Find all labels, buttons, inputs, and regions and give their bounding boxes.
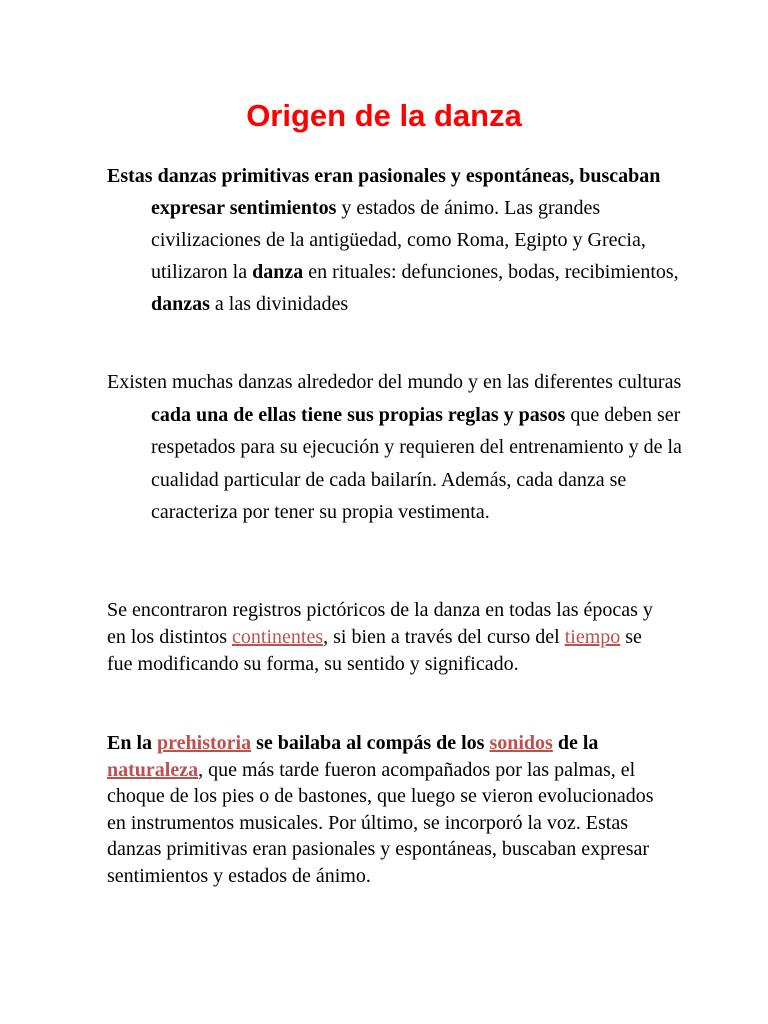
bold-text: danza [252, 261, 304, 283]
link-naturaleza[interactable]: naturaleza [107, 758, 199, 781]
link-prehistoria[interactable]: prehistoria [157, 732, 252, 754]
body-text: en rituales: defunciones, bodas, recibimientos, [303, 261, 679, 283]
paragraph-4 [107, 730, 667, 889]
link-sonidos[interactable]: sonidos [489, 732, 553, 754]
link-continentes[interactable]: continentes [232, 626, 324, 648]
body-text: que deben ser respetados para su ejecución y requieren del entrenamiento y de la cualidad particular de cada bailarín. Además, cada danza se caracteriza por tener su propia vestimenta. [151, 403, 682, 523]
body-text: y estados de ánimo. Las grandes civilizaciones de la antigüedad, como Roma, Egipto y Grecia, utilizaron la [151, 197, 646, 283]
body-text: , si bien a través del curso del [323, 626, 565, 648]
bold-text: se bailaba al compás de los [251, 732, 490, 754]
page-title: Origen de la danza [246, 98, 522, 133]
body-text: Existen muchas danzas alrededor del mundo y en las diferentes culturas [107, 371, 682, 393]
bold-text: cada una de ellas tiene sus propias reglas y pasos [151, 403, 566, 426]
body-text: , que más tarde fueron acompañados por las palmas, el choque de los pies o de bastones, que luego se vieron evolucionados en instrumentos musicales. Por último, se incorporó la voz. Estas danzas primitivas eran pasionales y espontáneas, buscaban expresar sentimientos y estados de ánimo. [107, 758, 654, 887]
body-text: a las divinidades [209, 293, 349, 315]
bold-text: de la [552, 732, 599, 754]
body-text: Se encontraron registros pictóricos de la danza en todas las épocas y en los distintos [107, 599, 653, 648]
body-text: se fue modificando su forma, su sentido y significado. [107, 626, 642, 675]
link-tiempo[interactable]: tiempo [564, 626, 621, 648]
bold-text: En la [107, 732, 158, 754]
paragraph-1 [107, 160, 711, 320]
paragraph-2 [107, 366, 711, 529]
paragraph-3 [107, 597, 667, 678]
bold-text: Estas danzas primitivas eran pasionales y espontáneas, buscaban expresar sentimientos [107, 165, 661, 219]
bold-text: danzas [151, 293, 210, 315]
